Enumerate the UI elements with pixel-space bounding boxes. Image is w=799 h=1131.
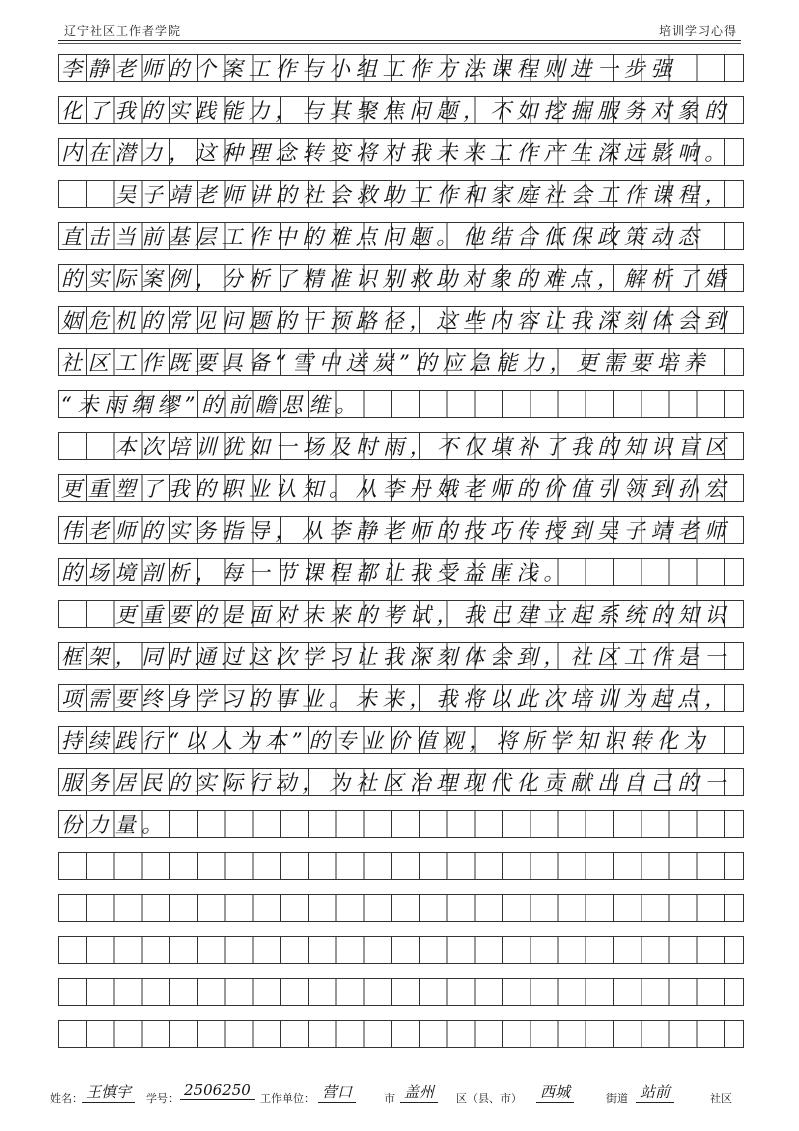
signature-footer: [50, 1081, 759, 1108]
grid-row: [58, 138, 744, 166]
handwritten-line: 直击当前基层工作中的难点问题。他结合低保政策动态: [61, 225, 705, 249]
handwritten-line: 项需要终身学习的事业。未来，我将以此次培训为起点，: [61, 687, 731, 711]
name-label: 姓名：: [50, 1092, 83, 1105]
institution-name: 辽宁社区工作者学院: [64, 24, 182, 38]
handwritten-line: 的实际案例，分析了精准识别救助对象的难点，解析了婚: [61, 267, 731, 291]
community-label: 社区: [710, 1092, 732, 1105]
grid-row: [58, 600, 744, 628]
grid-row: [58, 474, 744, 502]
grid-row: [58, 180, 744, 208]
grid-row: [58, 558, 744, 586]
grid-row: [58, 894, 744, 922]
grid-row: [58, 432, 744, 460]
grid-row: [58, 222, 744, 250]
handwritten-line: 的场境剖析，每一节课程都让我受益匪浅。: [61, 561, 571, 585]
street-value: 西城: [536, 1081, 574, 1103]
grid-row: [58, 684, 744, 712]
city-label: 市: [384, 1092, 395, 1105]
grid-row: [58, 306, 744, 334]
grid-row: [58, 810, 744, 838]
handwritten-line: 更重塑了我的职业认知。从李丹娥老师的价值引领到孙宏: [61, 477, 731, 501]
grid-row: [58, 96, 744, 124]
id-label: 学号：: [146, 1092, 179, 1105]
id-value: 2506250: [180, 1081, 255, 1100]
handwritten-line: 社区工作既要具备“雪中送炭”的应急能力，更需要培养: [61, 351, 711, 375]
document-type: 培训学习心得: [658, 24, 737, 38]
grid-row: [58, 726, 744, 754]
header-rule: [58, 40, 741, 41]
grid-row: [58, 642, 744, 670]
handwritten-line: 吴子靖老师讲的社会救助工作和家庭社会工作课程，: [115, 183, 732, 207]
grid-row: [58, 978, 744, 1006]
grid-row: [58, 54, 744, 82]
district-value: 盖州: [400, 1081, 438, 1103]
handwritten-line: 服务居民的实际行动，为社区治理现代化贡献出自己的一: [61, 771, 731, 795]
handwritten-line: 李静老师的个案工作与小组工作方法课程则进一步强: [61, 57, 678, 81]
handwritten-line: 框架，同时通过这次学习让我深刻体会到，社区工作是一: [61, 645, 731, 669]
grid-row: [58, 1020, 744, 1048]
name-value: 王慎宇: [82, 1081, 135, 1103]
grid-row: [58, 390, 744, 418]
grid-row: [58, 768, 744, 796]
handwritten-line: 伟老师的实务指导，从李静老师的技巧传授到吴子靖老师: [61, 519, 731, 543]
city-value: 营口: [318, 1081, 356, 1103]
district-label: 区（县、市）: [456, 1092, 522, 1105]
writing-grid: [58, 54, 744, 1066]
handwritten-line: 内在潜力，这种理念转变将对我未来工作产生深远影响。: [61, 141, 731, 165]
grid-row: [58, 852, 744, 880]
handwritten-line: 持续践行“以人为本”的专业价值观，将所学知识转化为: [61, 729, 711, 753]
unit-label: 工作单位：: [260, 1092, 315, 1105]
community-value: 站前: [636, 1081, 674, 1103]
grid-row: [58, 264, 744, 292]
grid-row: [58, 936, 744, 964]
page-header: [58, 14, 741, 40]
handwritten-line: 更重要的是面对未来的考试，我已建立起系统的知识: [115, 603, 732, 627]
handwritten-line: 份力量。: [61, 813, 169, 837]
header-rule-thin: [58, 43, 741, 44]
grid-row: [58, 516, 744, 544]
handwritten-line: 化了我的实践能力，与其聚焦问题，不如挖掘服务对象的: [61, 99, 731, 123]
handwritten-line: 姻危机的常见问题的干预路径，这些内容让我深刻体会到: [61, 309, 731, 333]
grid-row: [58, 348, 744, 376]
street-label: 街道: [606, 1092, 628, 1105]
handwritten-line: “未雨绸缪”的前瞻思维。: [61, 393, 363, 417]
handwritten-line: 本次培训犹如一场及时雨，不仅填补了我的知识盲区: [115, 435, 732, 459]
